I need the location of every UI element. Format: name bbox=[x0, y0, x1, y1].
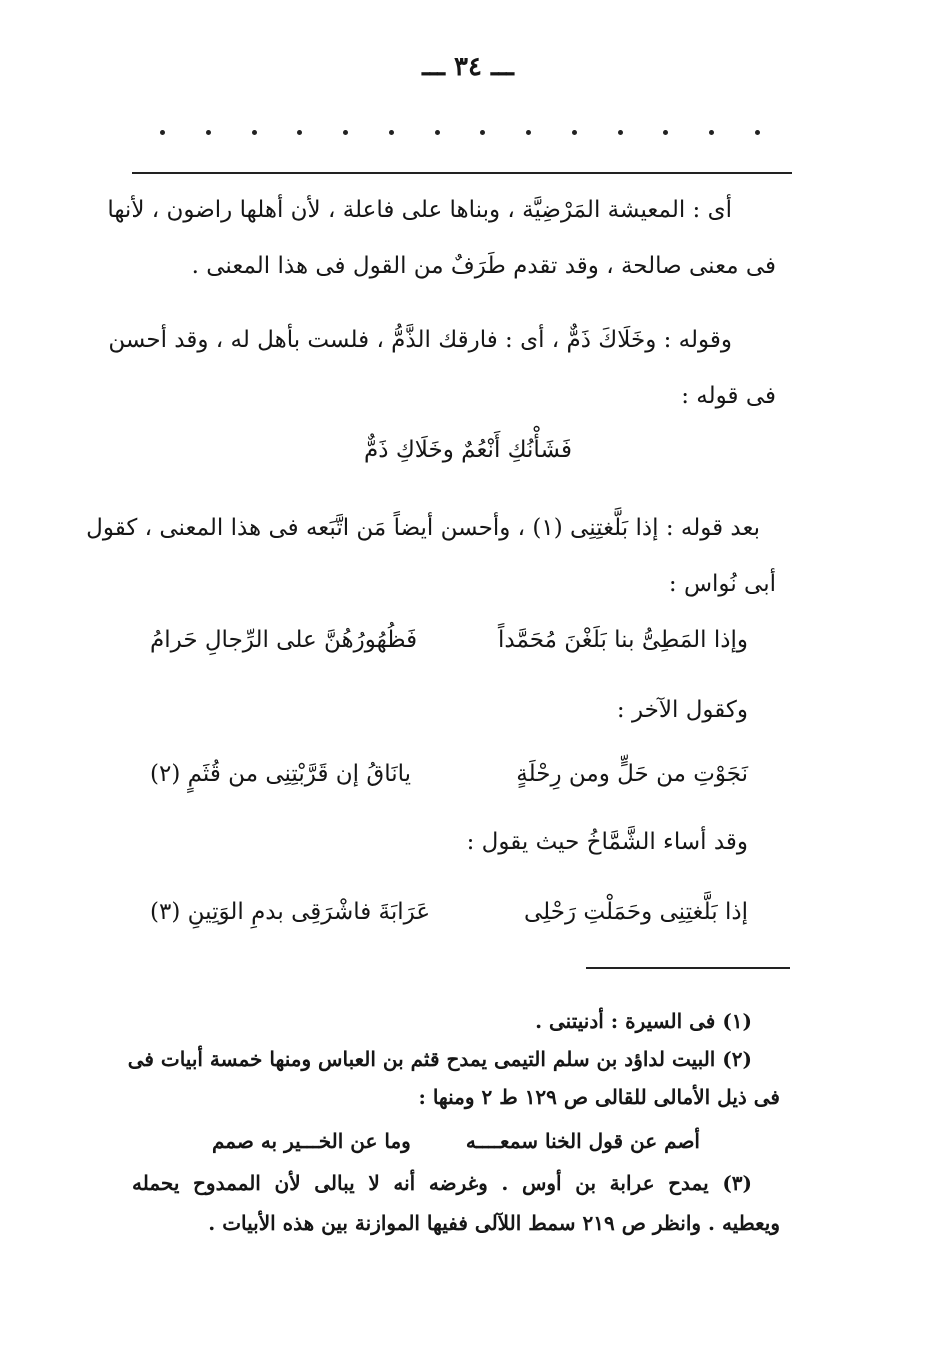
body-line-2: فى معنى صالحة ، وقد تقدم طَرَفٌ من القول فى هذا المعنى . bbox=[191, 253, 776, 279]
dot bbox=[435, 130, 440, 135]
page-number: ـــ ٣٤ ـــ bbox=[422, 52, 514, 82]
footnote-2-verse-left: وما عن الخـــير به صمم bbox=[212, 1129, 411, 1153]
dot bbox=[572, 130, 577, 135]
body-line-3: وقوله : وخَلَاكَ ذَمٌّ ، أى : فارقك الذَّمُّ ، فلست بأهل له ، وقد أحسن bbox=[108, 327, 732, 353]
verse-2-left: نَجَوْتِ من حَلٍّ ومن رِحْلَةٍ bbox=[516, 761, 748, 787]
dot bbox=[709, 130, 714, 135]
footnote-1: (١) فى السيرة : أدنيتنى . bbox=[535, 1009, 752, 1033]
body-line-4: فى قوله : bbox=[681, 383, 776, 409]
verse-2-right: يانَاقُ إن قَرَّبْتِنِى من قُثَمٍ (٢) bbox=[150, 761, 412, 787]
body-line-6: أبى نُواس : bbox=[668, 571, 776, 597]
header-rule bbox=[132, 172, 792, 174]
body-line-8: وقد أساء الشَّمَّاخُ حيث يقول : bbox=[466, 829, 748, 855]
footnote-2-line-2: فى ذيل الأمالى للقالى ص ١٢٩ ط ٢ ومنها : bbox=[418, 1085, 780, 1109]
footnote-2-verse-right: أصم عن قول الخنا سمعــــه bbox=[465, 1129, 700, 1153]
dot bbox=[343, 130, 348, 135]
dot bbox=[389, 130, 394, 135]
dot bbox=[663, 130, 668, 135]
dot bbox=[206, 130, 211, 135]
dot bbox=[755, 130, 760, 135]
dot bbox=[618, 130, 623, 135]
dotted-separator bbox=[160, 130, 760, 135]
dot bbox=[297, 130, 302, 135]
body-line-5: بعد قوله : إذا بَلَّغتِنِى (١) ، وأحسن أيضاً مَن اتَّبَعه فى هذا المعنى ، كقول bbox=[86, 515, 760, 541]
body-line-7: وكقول الآخر : bbox=[616, 697, 748, 723]
verse-hemistich-center: فَشَأْنُكِ أَنْعُمٌ وخَلَاكِ ذَمٌّ bbox=[364, 437, 572, 463]
footnote-3-line-1: (٣) يمدح عرابة بن أوس . وغرضه أنه لا يبالى لأن الممدوح يحمله bbox=[132, 1171, 752, 1195]
verse-3-left: عَرَابَةَ فاشْرَقِى بدمِ الوَتِينِ (٣) bbox=[150, 899, 431, 925]
verse-3-right: إذا بَلَّغتِنِى وحَمَلْتِ رَحْلِى bbox=[523, 899, 748, 925]
dot bbox=[526, 130, 531, 135]
body-line-1: أى : المعيشة المَرْضِيَّة ، وبناها على فاعلة ، لأن أهلها راضون ، لأنها bbox=[107, 197, 732, 223]
footnote-rule bbox=[586, 967, 790, 969]
footnote-3-line-2: ويعطيه . وانظر ص ٢١٩ سمط اللآلى ففيها الموازنة بين هذه الأبيات . bbox=[208, 1211, 780, 1235]
dot bbox=[480, 130, 485, 135]
footnote-2-line-1: (٢) البيت لداؤد بن سلم التيمى يمدح قثم بن العباس ومنها خمسة أبيات فى bbox=[127, 1047, 752, 1071]
verse-1-right: وإذا المَطِىُّ بنا بَلَغْنَ مُحَمَّداً bbox=[497, 627, 748, 653]
dot bbox=[252, 130, 257, 135]
verse-1-left: فَظُهُورُهُنَّ على الرِّجالِ حَرامُ bbox=[150, 627, 418, 653]
dot bbox=[160, 130, 165, 135]
